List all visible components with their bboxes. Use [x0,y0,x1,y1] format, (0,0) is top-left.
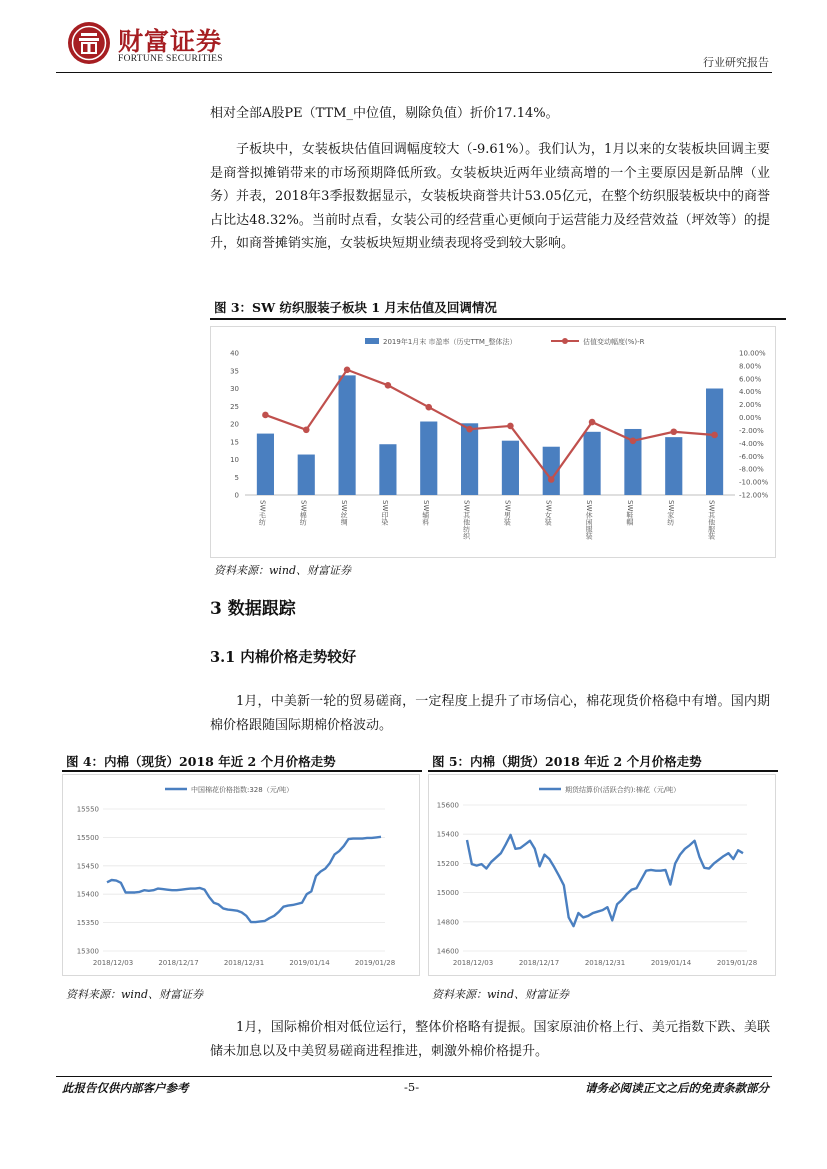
line-point [630,437,637,444]
bar [502,441,519,495]
category-label: SW丝绸 [340,500,349,526]
figure-4-title: 图 4：内棉（现货）2018 年近 2 个月价格走势 [66,754,336,769]
y2-tick-label: -8.00% [739,465,764,474]
y-tick-label: 15400 [436,830,459,839]
y2-tick-label: 4.00% [739,388,762,397]
figure-3-rule [210,318,786,320]
legend-label-pe: 2019年1月末 市盈率（历史TTM_整体法） [383,338,517,346]
y-tick-label: 15500 [76,833,99,842]
y-tick-label: 15300 [76,947,99,956]
x-tick-label: 2018/12/31 [584,959,626,967]
price-line [107,837,381,922]
bar [665,437,682,495]
y2-tick-label: 10.00% [739,349,766,358]
x-tick-label: 2018/12/31 [223,959,265,967]
footer-rule [56,1076,772,1077]
y-tick-label: 15 [230,438,239,447]
category-label: SW男装 [503,500,512,526]
x-tick-label: 2018/12/17 [518,959,560,967]
line-point [711,432,718,439]
y-tick-label: 14600 [436,947,459,956]
category-label: SW其他纺织 [462,500,471,540]
category-label: SW棉纺 [299,500,308,526]
report-type: 行业研究报告 [703,56,769,69]
paragraph-3: 1月，中美新一轮的贸易磋商，一定程度上提升了市场信心，棉花现货价格稳中有增。国内期棉价格跟随国际期棉价格波动。 [210,694,770,733]
category-label: SW家纺 [666,500,675,526]
figure-5-title: 图 5：内棉（期货）2018 年近 2 个月价格走势 [432,754,702,769]
x-tick-label: 2019/01/14 [650,959,692,967]
line-point [507,423,514,430]
category-label: SW印染 [380,500,389,526]
fortune-securities-logo-icon [66,20,112,66]
y2-tick-label: -10.00% [739,478,769,487]
figure-4-source: 资料来源：wind、财富证券 [66,988,204,1001]
y2-tick-label: -4.00% [739,439,764,448]
footer-disclaimer-right: 请务必阅读正文之后的免责条款部分 [585,1081,769,1095]
line-point [466,426,473,433]
y-tick-label: 10 [230,456,239,464]
x-tick-label: 2019/01/28 [354,959,396,967]
line-point [385,382,392,389]
y2-tick-label: -2.00% [739,426,764,435]
section-3-heading: 3 数据跟踪 [210,599,296,619]
figure-3-source: 资料来源：wind、财富证券 [214,564,352,577]
paragraph-4: 1月，国际棉价相对低位运行，整体价格略有提振。国家原油价格上行、美元指数下跌、美联储未加息以及中美贸易磋商进程推进，刺激外棉价格提升。 [210,1020,770,1059]
figure-4-chart [62,774,420,976]
x-tick-label: 2018/12/03 [92,959,134,967]
valuation-change-line [265,370,714,480]
brand-name-en: FORTUNE SECURITIES [118,54,223,64]
cotton-futures-price-chart [429,775,775,975]
x-tick-label: 2018/12/17 [158,959,199,967]
y-tick-label: 0 [234,491,239,500]
line-point [589,419,596,426]
paragraph-1: 相对全部A股PE（TTM_中位值，剔除负值）折价17.14%。 [210,106,559,121]
y-tick-label: 15400 [76,890,99,899]
figure-3-title: 图 3：SW 纺织服装子板块 1 月末估值及回调情况 [214,300,497,315]
figure-3-chart [210,326,776,558]
y2-tick-label: 2.00% [739,401,762,410]
y-tick-label: 30 [230,385,239,393]
y-tick-label: 15450 [76,862,99,871]
x-tick-label: 2019/01/28 [716,959,758,967]
line-point [425,404,432,411]
category-label: SW休闲服装 [585,500,594,540]
y-tick-label: 5 [234,473,239,482]
figure-5-rule [428,770,778,772]
bar [298,455,315,495]
bar [420,422,437,495]
page-number: -5- [404,1080,420,1094]
category-label: SW其他服装 [707,500,716,540]
subsector-pe-chart [211,327,775,557]
figure-5-source: 资料来源：wind、财富证券 [432,988,570,1001]
cotton-spot-price-chart [63,775,419,975]
y-tick-label: 14800 [436,918,459,927]
y-tick-label: 15000 [436,889,459,898]
y-tick-label: 15600 [436,801,459,810]
bar [339,375,356,495]
header-rule [56,72,772,73]
line-point [262,412,269,419]
x-tick-label: 2019/01/14 [289,959,330,967]
y2-tick-label: 6.00% [739,375,762,384]
y2-tick-label: 0.00% [739,414,762,423]
line-point [303,427,310,434]
legend-swatch-pe [365,338,379,344]
bar [584,432,601,495]
y-tick-label: 40 [230,349,239,358]
category-label: SW鞋帽 [625,500,634,526]
legend-label: 期货结算价(活跃合约):棉花（元/吨） [565,786,681,794]
category-label: SW女装 [544,500,553,526]
bar [257,434,274,495]
y-tick-label: 15200 [436,859,459,868]
y-tick-label: 35 [230,367,239,376]
y-tick-label: 15350 [76,919,99,928]
y-tick-label: 15550 [76,805,99,814]
footer-disclaimer-left: 此报告仅供内部客户参考 [62,1081,189,1095]
bar [706,389,723,496]
legend-marker-change [562,338,568,344]
price-line [467,835,743,926]
legend-label: 中国棉花价格指数:328（元/吨） [191,786,294,794]
y2-tick-label: 8.00% [739,362,762,371]
line-point [670,428,677,435]
y-tick-label: 25 [230,402,239,411]
line-point [344,366,351,373]
section-3-1-heading: 3.1 内棉价格走势较好 [210,649,357,666]
paragraph-2: 子板块中，女装板块估值回调幅度较大（-9.61%）。我们认为，1月以来的女装板块回调主要是商誉拟摊销带来的市场预期降低所致。女装板块近两年业绩高增的一个主要原因是新品牌（业务）并表，2018年3季报数据显示，女装板块商誉共计53.05亿元，在整个纺织服装板块中的商誉占比达48.32%。当前时点看，女装公司的经营重心更倾向于运营能力及经营效益（坪效等）的提升，如商誉摊销实施，女装板块短期业绩表现将受到较大影响。 [210,142,770,251]
y-tick-label: 20 [230,420,239,429]
y2-tick-label: -12.00% [739,491,769,500]
x-tick-label: 2018/12/03 [452,959,494,967]
figure-4-rule [62,770,422,772]
category-label: SW辅料 [421,500,430,526]
line-point [548,476,555,483]
y2-tick-label: -6.00% [739,452,764,461]
category-label: SW毛纺 [258,500,267,526]
brand-name-cn: 财富证券 [118,27,223,56]
figure-5-chart [428,774,776,976]
logo [66,20,246,68]
legend-label-change: 估值变动幅度(%)-R [583,338,645,346]
bar [379,444,396,495]
bar [461,423,478,495]
